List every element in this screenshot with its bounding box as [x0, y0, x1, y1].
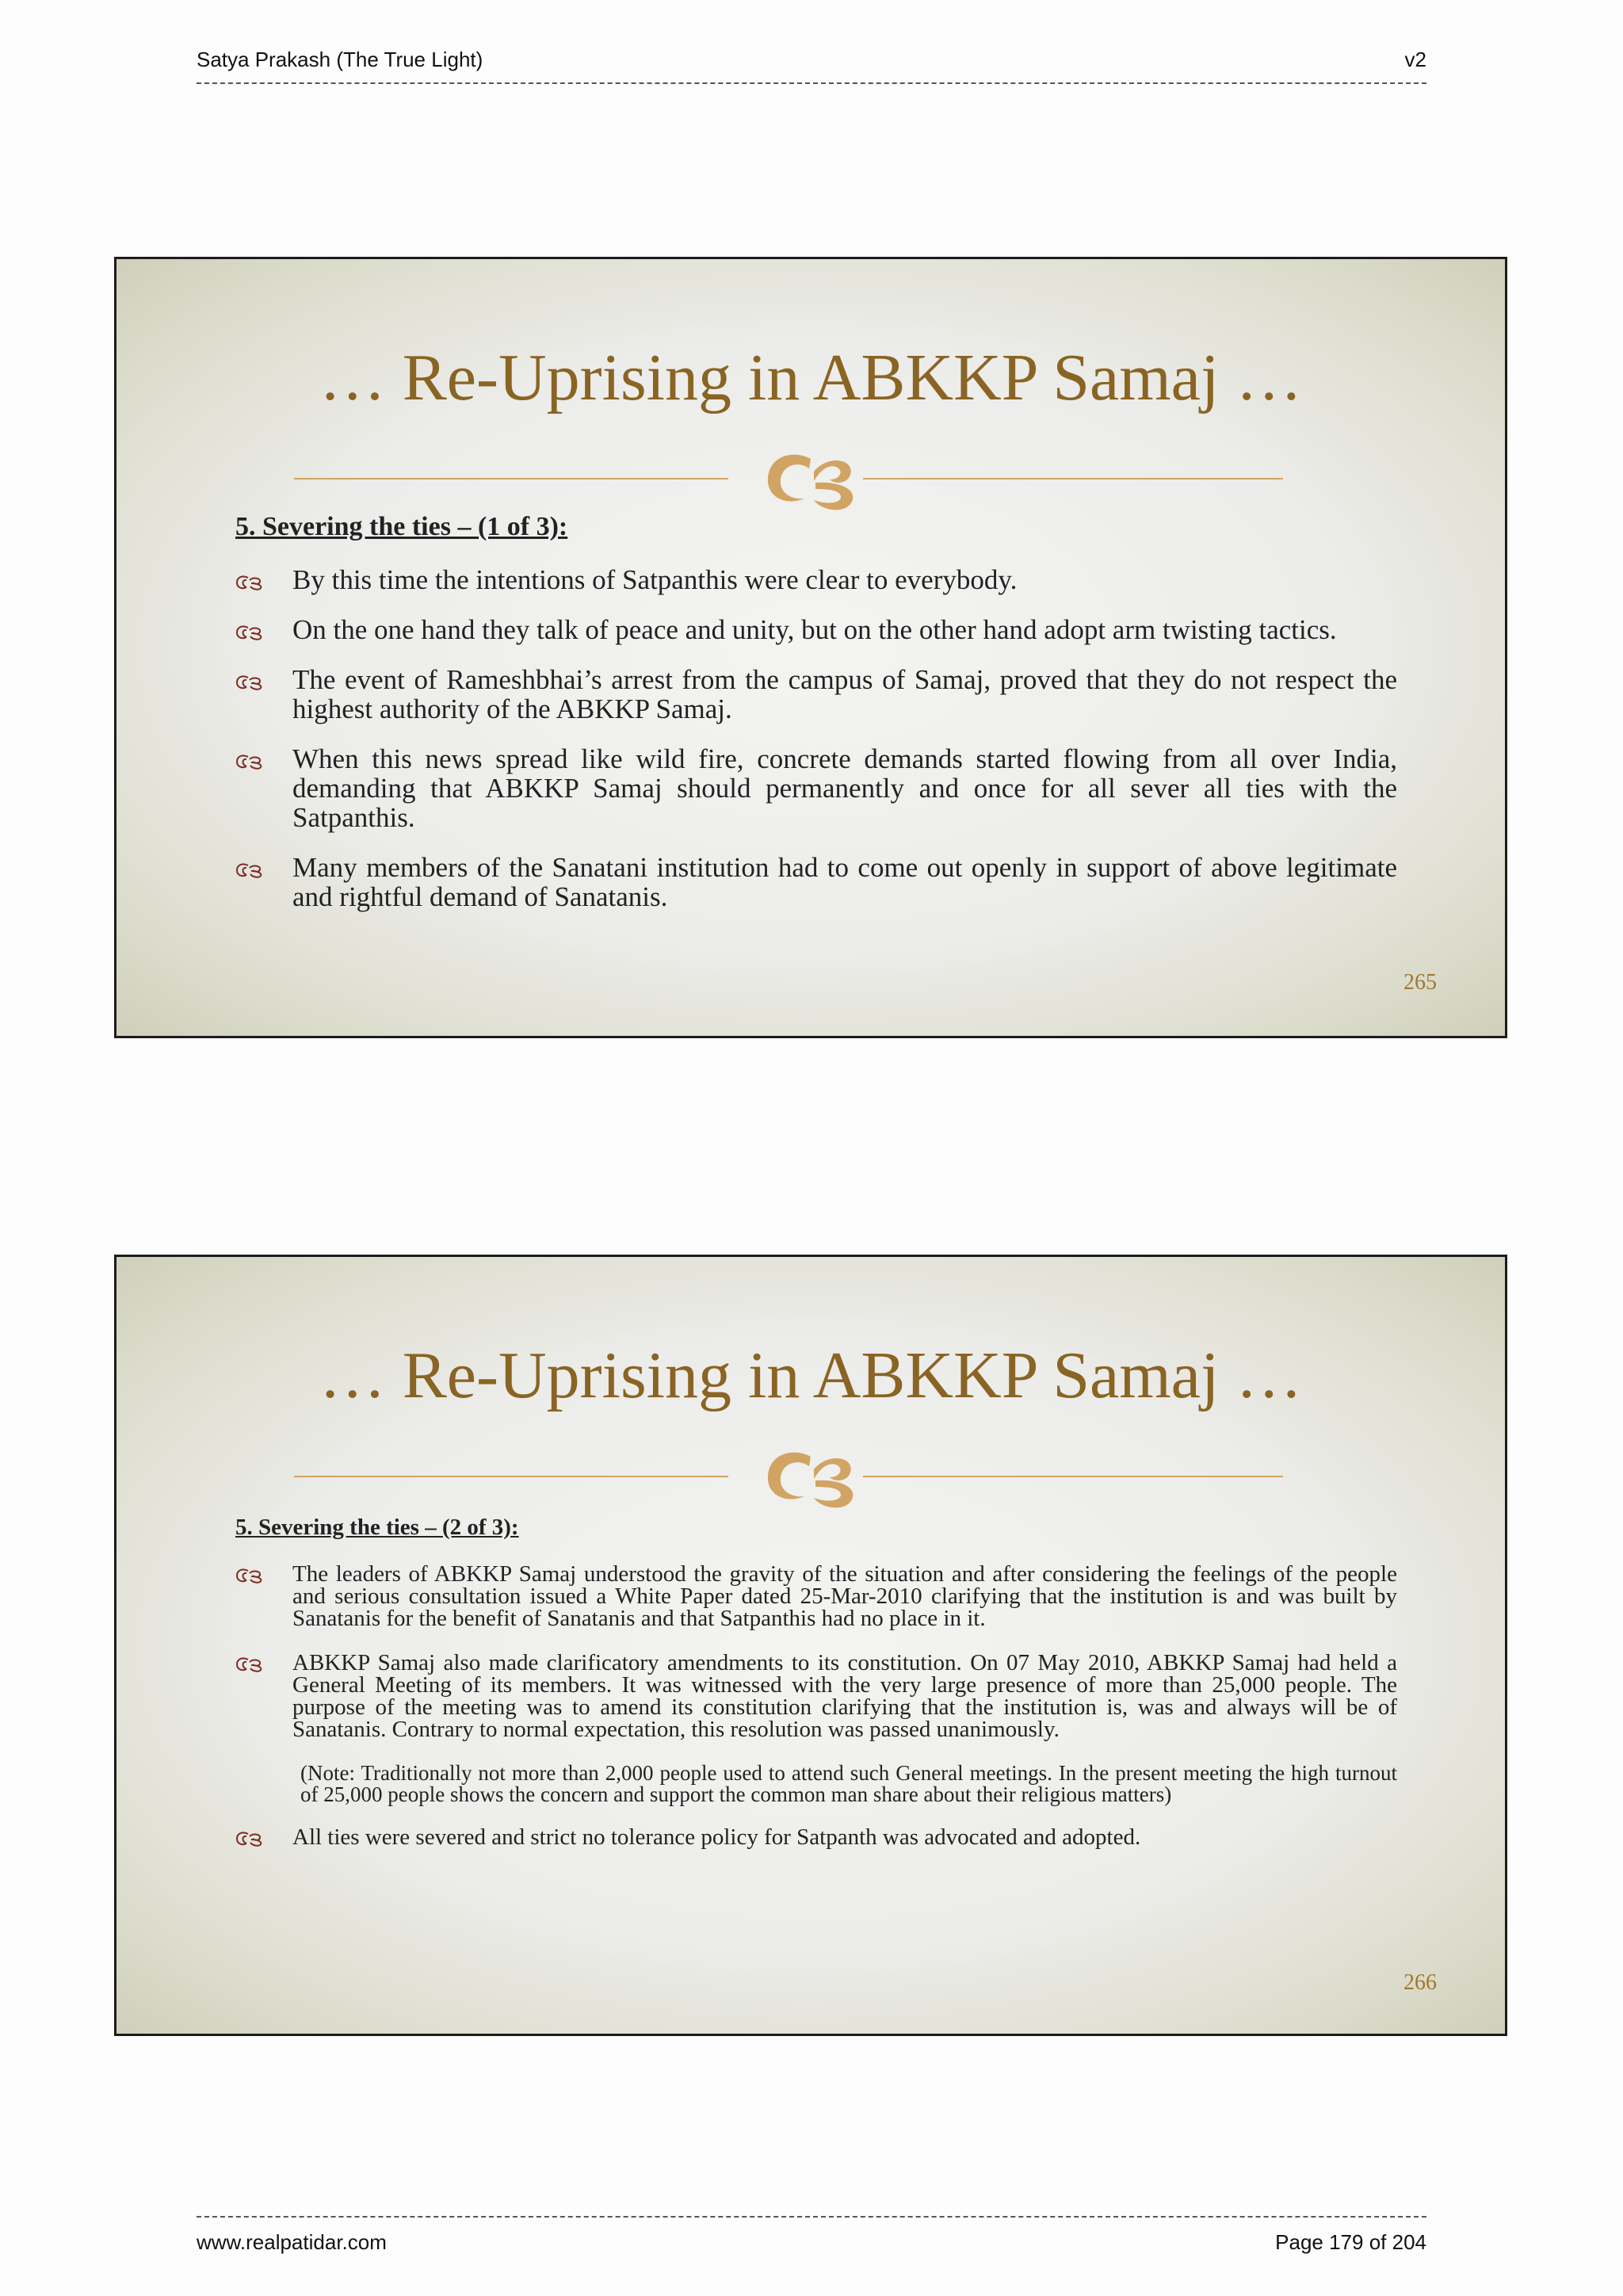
ornament-line-left [294, 1476, 728, 1477]
swirl-bullet-icon [235, 1656, 264, 1672]
note-text: (Note: Traditionally not more than 2,000 people used to attend such General meetings. In the present meeting the high turnout of 25,000 people shows the concern and support the common man share about their religious matters) [300, 1761, 1397, 1806]
slide-266 [114, 1255, 1507, 2036]
bullet-text: When this news spread like wild fire, concrete demands started flowing from all over India, demanding that ABKKP Samaj should permanently and once for all sever all ties with the Satpanthis. [292, 743, 1397, 833]
document-version: v2 [1404, 48, 1426, 71]
bullet-list [235, 565, 1397, 932]
ornament-line-right [863, 478, 1283, 479]
bullet-text: All ties were severed and strict no tolerance policy for Satpanth was advocated and adopted. [292, 1824, 1141, 1850]
page-footer [197, 2229, 1426, 2256]
bullet-text: By this time the intentions of Satpanthis were clear to everybody. [292, 564, 1018, 595]
header-divider [197, 82, 1426, 84]
list-item [235, 853, 1397, 911]
swirl-bullet-icon [235, 625, 264, 640]
list-item [235, 565, 1397, 594]
list-item [235, 744, 1397, 832]
footer-divider [197, 2216, 1426, 2218]
ornament-line-left [294, 478, 728, 479]
bullet-list [235, 1563, 1397, 1870]
swirl-bullet-icon [235, 1831, 264, 1847]
list-item [235, 1652, 1397, 1740]
swirl-bullet-icon [235, 862, 264, 878]
swirl-ornament-icon [762, 1446, 865, 1511]
swirl-bullet-icon [235, 754, 264, 770]
slide-number: 266 [1403, 1970, 1437, 1995]
slide-title: … Re-Uprising in ABKKP Samaj … [319, 341, 1303, 415]
swirl-bullet-icon [235, 575, 264, 590]
slide-subtitle: 5. Severing the ties – (2 of 3): [235, 1515, 519, 1540]
swirl-bullet-icon [235, 674, 264, 690]
list-item [235, 1563, 1397, 1629]
website-link[interactable]: www.realpatidar.com [197, 2230, 387, 2254]
slide-number: 265 [1403, 970, 1437, 995]
bullet-text: The leaders of ABKKP Samaj understood the gravity of the situation and after considering the feelings of the people and serious consultation issued a White Paper dated 25-Mar-2010 clarifying that the institution is and was built by Sanatanis for the benefit of Sanatanis and that Satpanthis had no place in it. [292, 1561, 1397, 1631]
page-number: Page 179 of 204 [1275, 2230, 1426, 2254]
bullet-text: Many members of the Sanatani institution had to come out openly in support of above legitimate and rightful demand of Sanatanis. [292, 852, 1397, 912]
list-item [235, 665, 1397, 724]
slide-title: … Re-Uprising in ABKKP Samaj … [319, 1339, 1303, 1412]
list-item [235, 615, 1397, 644]
page-header [197, 46, 1426, 73]
slide-265 [114, 257, 1507, 1038]
bullet-text: ABKKP Samaj also made clarificatory amendments to its constitution. On 07 May 2010, ABKKP Samaj had held a General Meeting of its members. It was witnessed with the very large presence of more than 25,000 people. The purpose of the meeting was to amend its constitution clarifying that the institution is, was and always will be of Sanatanis. Contrary to normal expectation, this resolution was passed unanimously. [292, 1650, 1397, 1742]
bullet-text: On the one hand they talk of peace and unity, but on the other hand adopt arm twisting tactics. [292, 614, 1337, 645]
list-item [235, 1826, 1397, 1848]
slide-subtitle: 5. Severing the ties – (1 of 3): [235, 512, 568, 541]
ornament-line-right [863, 1476, 1283, 1477]
bullet-text: The event of Rameshbhai’s arrest from the campus of Samaj, proved that they do not respect the highest authority of the ABKKP Samaj. [292, 664, 1397, 724]
swirl-ornament-icon [762, 448, 865, 513]
document-title: Satya Prakash (The True Light) [197, 48, 483, 71]
swirl-bullet-icon [235, 1568, 264, 1584]
